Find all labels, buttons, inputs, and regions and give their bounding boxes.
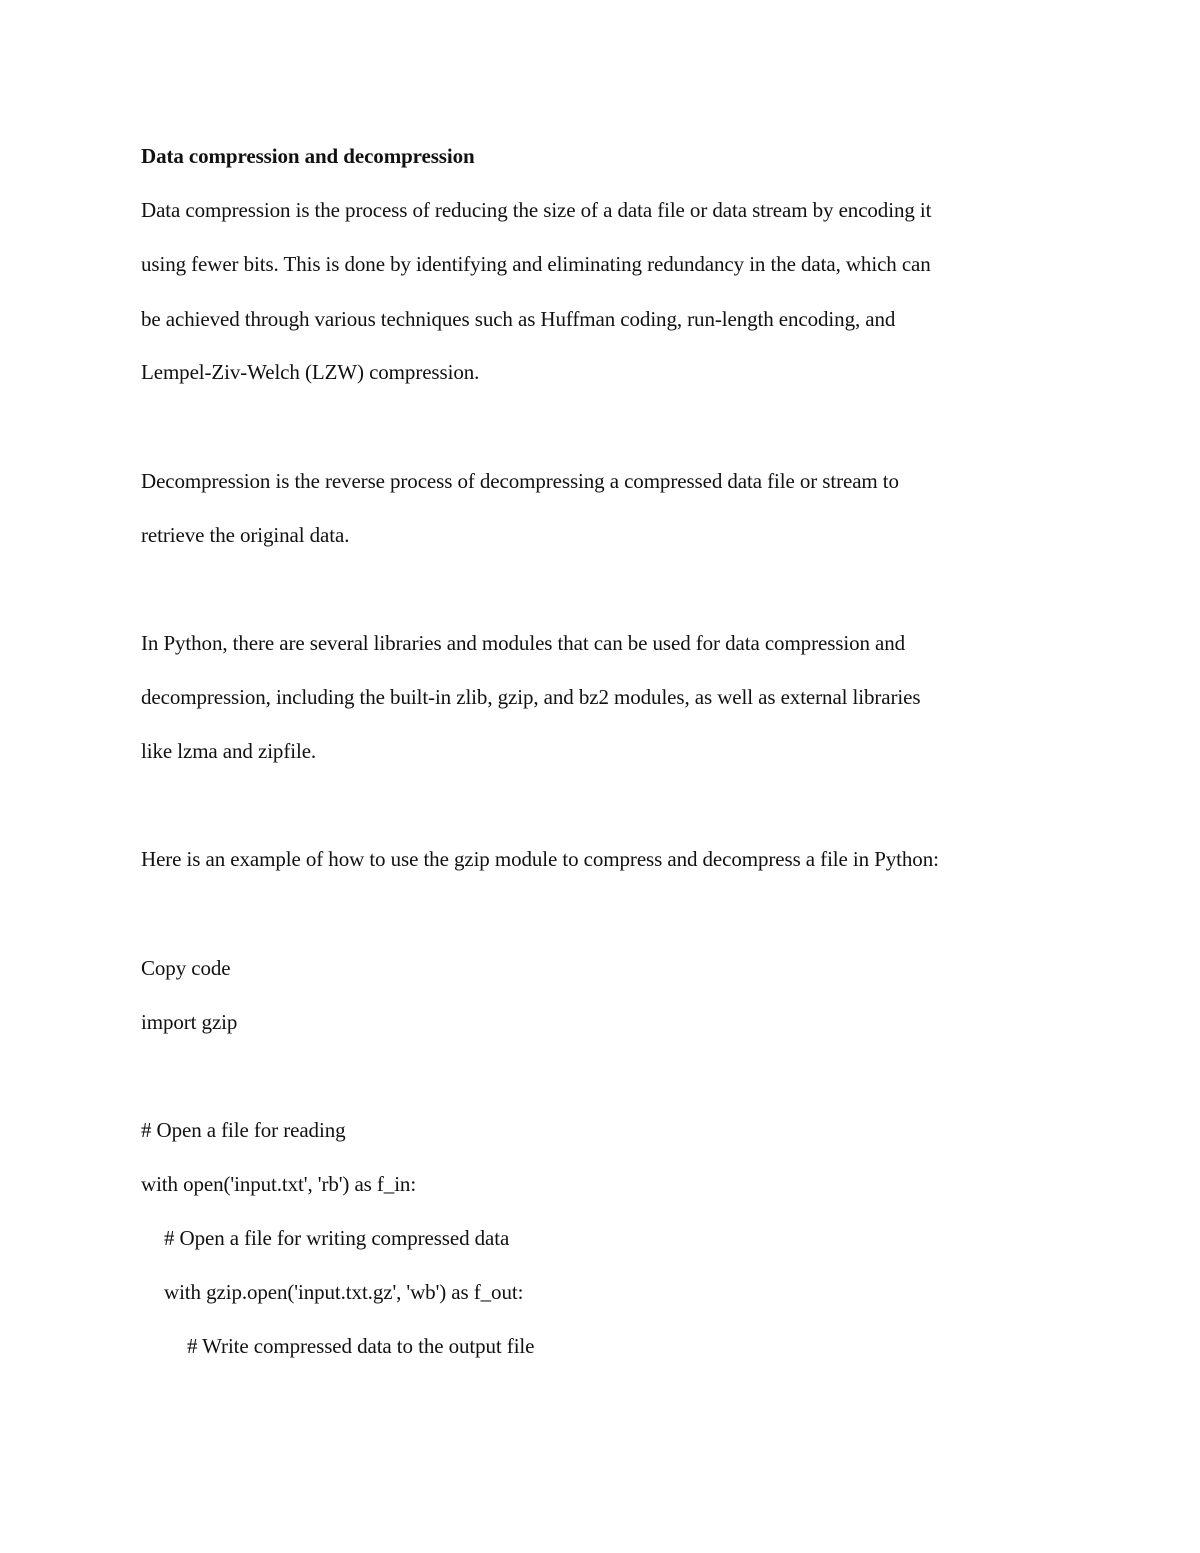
copy-code-label: Copy code — [141, 956, 231, 980]
paragraph4-line1: Here is an example of how to use the gzip module to compress and decompress a file in Python: — [141, 847, 939, 871]
code-line: with open('input.txt', 'rb') as f_in: — [141, 1172, 417, 1196]
code-line: # Open a file for reading — [141, 1118, 346, 1142]
paragraph3-line3: like lzma and zipfile. — [141, 739, 317, 763]
document-title: Data compression and decompression — [141, 144, 475, 168]
paragraph1-line2: using fewer bits. This is done by identifying and eliminating redundancy in the data, which can — [141, 252, 931, 276]
paragraph1-line4: Lempel-Ziv-Welch (LZW) compression. — [141, 360, 480, 384]
paragraph1-line1: Data compression is the process of reducing the size of a data file or data stream by encoding it — [141, 198, 932, 222]
paragraph3-line2: decompression, including the built-in zlib, gzip, and bz2 modules, as well as external libraries — [141, 685, 921, 709]
paragraph1-line3: be achieved through various techniques such as Huffman coding, run-length encoding, and — [141, 307, 896, 331]
paragraph2-line2: retrieve the original data. — [141, 523, 350, 547]
paragraph3-line1: In Python, there are several libraries and modules that can be used for data compression and — [141, 631, 906, 655]
code-line: # Write compressed data to the output file — [187, 1334, 535, 1358]
code-line: with gzip.open('input.txt.gz', 'wb') as f_out: — [164, 1280, 524, 1304]
code-line: import gzip — [141, 1010, 238, 1034]
paragraph2-line1: Decompression is the reverse process of decompressing a compressed data file or stream to — [141, 469, 899, 493]
code-line: # Open a file for writing compressed data — [164, 1226, 510, 1250]
